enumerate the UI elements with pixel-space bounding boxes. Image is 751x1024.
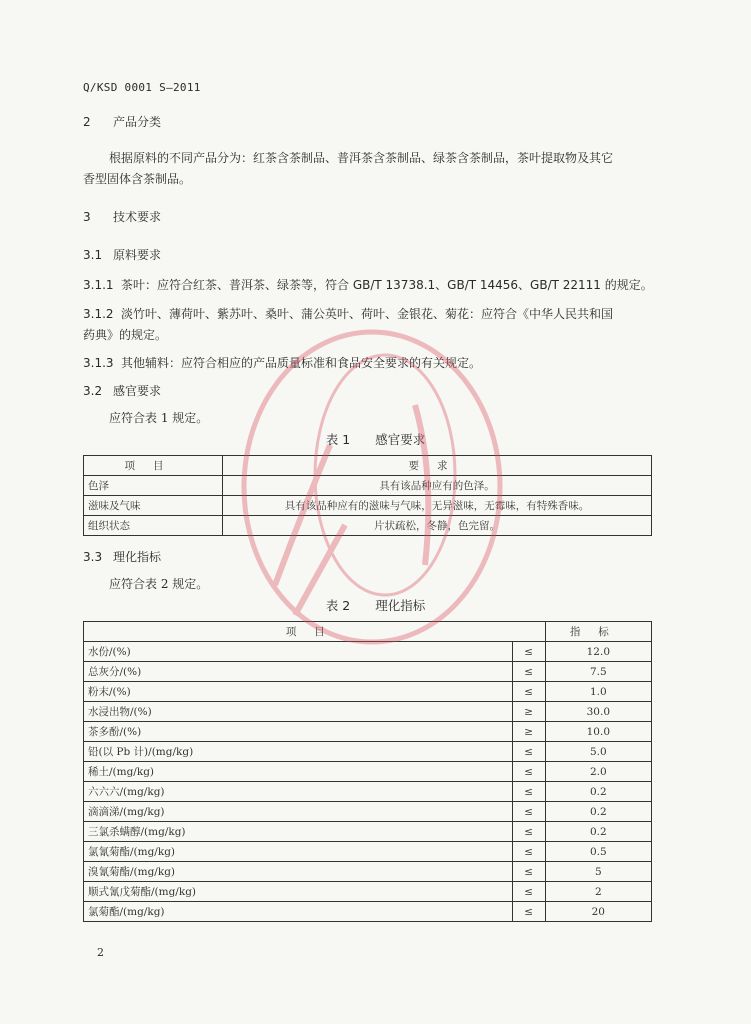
requirement-cell: 具有该品种应有的色泽。 [223,476,652,496]
section-number: 3.3 [83,550,103,564]
table-row [84,782,652,802]
table-row [84,662,652,682]
operator-cell: ≤ [512,782,545,802]
table-row [84,902,652,922]
item-cell: 滋味及气味 [84,496,223,516]
table-row [84,802,652,822]
item-cell: 顺式氰戊菊酯/(mg/kg) [84,882,513,902]
value-cell: 1.0 [545,682,651,702]
item-cell: 滴滴涕/(mg/kg) [84,802,513,822]
page-number: 2 [97,946,104,959]
item-cell: 茶多酚/(%) [84,722,513,742]
section-3-1-heading [83,246,161,263]
table-row [84,762,652,782]
section-number: 3.2 [83,384,103,398]
table-header-row [84,456,652,476]
section-2-heading [83,113,161,130]
clause-3-1-2 [83,304,673,346]
clause-3-1-1 [83,276,683,293]
table-header-row [84,622,652,642]
value-cell: 2 [545,882,651,902]
table-row [84,882,652,902]
item-cell: 稀土/(mg/kg) [84,762,513,782]
operator-cell: ≤ [512,762,545,782]
sensory-table [83,455,652,536]
clause-text: 茶叶：应符合红茶、普洱茶、绿茶等，符合 GB/T 13738.1、GB/T 14456、GB/T 22111 的规定。 [121,278,653,292]
operator-cell: ≤ [512,742,545,762]
table-row [84,702,652,722]
value-cell: 20 [545,902,651,922]
paragraph-line: 香型固体含茶制品。 [83,172,192,186]
column-header: 要求 [223,456,652,476]
table-row [84,842,652,862]
operator-cell: ≤ [512,882,545,902]
clause-number: 3.1.3 [83,356,114,370]
standard-code: Q/KSD 0001 S—2011 [83,81,201,94]
clause-number: 3.1.2 [83,307,114,321]
value-cell: 5.0 [545,742,651,762]
operator-cell: ≤ [512,822,545,842]
value-cell: 0.2 [545,782,651,802]
table1-reference: 应符合表 1 规定。 [109,411,209,425]
item-cell: 氯氰菊酯/(mg/kg) [84,842,513,862]
clause-text: 其他辅料：应符合相应的产品质量标准和食品安全要求的有关规定。 [121,356,482,370]
value-cell: 30.0 [545,702,651,722]
operator-cell: ≤ [512,842,545,862]
section-title: 原料要求 [113,248,162,262]
operator-cell: ≤ [512,662,545,682]
table-row [84,642,652,662]
value-cell: 12.0 [545,642,651,662]
item-cell: 色泽 [84,476,223,496]
value-cell: 7.5 [545,662,651,682]
item-cell: 溴氰菊酯/(mg/kg) [84,862,513,882]
clause-text: 淡竹叶、薄荷叶、紫苏叶、桑叶、蒲公英叶、荷叶、金银花、菊花：应符合《中华人民共和国 [121,307,614,321]
section-number: 3 [83,210,91,224]
table-row [84,722,652,742]
item-cell: 氯菊酯/(mg/kg) [84,902,513,922]
table2-caption: 表 2 理化指标 [325,598,426,613]
section-3-2-heading [83,382,161,399]
clause-3-1-3 [83,354,481,371]
table-row [84,496,652,516]
item-cell: 六六六/(mg/kg) [84,782,513,802]
section-title: 理化指标 [113,550,162,564]
operator-cell: ≤ [512,902,545,922]
item-cell: 水浸出物/(%) [84,702,513,722]
table-row [84,516,652,536]
table1-caption: 表 1 感官要求 [325,432,426,447]
operator-cell: ≤ [512,642,545,662]
value-cell: 5 [545,862,651,882]
column-header: 指标 [545,622,651,642]
clause-number: 3.1.1 [83,278,114,292]
value-cell: 0.2 [545,802,651,822]
table-row [84,822,652,842]
value-cell: 10.0 [545,722,651,742]
paragraph-line: 根据原料的不同产品分为：红茶含茶制品、普洱茶含茶制品、绿茶含茶制品，茶叶提取物及其它 [109,151,614,165]
section-title: 技术要求 [113,210,162,224]
item-cell: 粉末/(%) [84,682,513,702]
item-cell: 总灰分/(%) [84,662,513,682]
table-row [84,682,652,702]
column-header: 项目 [84,622,546,642]
item-cell: 铅(以 Pb 计)/(mg/kg) [84,742,513,762]
item-cell: 三氯杀螨醇/(mg/kg) [84,822,513,842]
item-cell: 组织状态 [84,516,223,536]
requirement-cell: 片状疏松，冬静，色完留。 [223,516,652,536]
table-row [84,476,652,496]
classification-paragraph [83,148,663,190]
column-header: 项目 [84,456,223,476]
table-row [84,742,652,762]
section-title: 感官要求 [113,384,162,398]
section-number: 2 [83,115,91,129]
item-cell: 水份/(%) [84,642,513,662]
operator-cell: ≥ [512,722,545,742]
table2-reference: 应符合表 2 规定。 [109,577,209,591]
operator-cell: ≤ [512,802,545,822]
operator-cell: ≤ [512,682,545,702]
value-cell: 2.0 [545,762,651,782]
requirement-cell: 具有该品种应有的滋味与气味，无异滋味，无霉味，有特殊香味。 [223,496,652,516]
physicochemical-table [83,621,652,922]
table-row [84,862,652,882]
section-3-3-heading [83,548,161,565]
value-cell: 0.5 [545,842,651,862]
clause-text-continued: 药典》的规定。 [83,328,168,342]
operator-cell: ≤ [512,862,545,882]
operator-cell: ≥ [512,702,545,722]
section-title: 产品分类 [113,115,162,129]
value-cell: 0.2 [545,822,651,842]
section-number: 3.1 [83,248,103,262]
section-3-heading [83,208,161,225]
